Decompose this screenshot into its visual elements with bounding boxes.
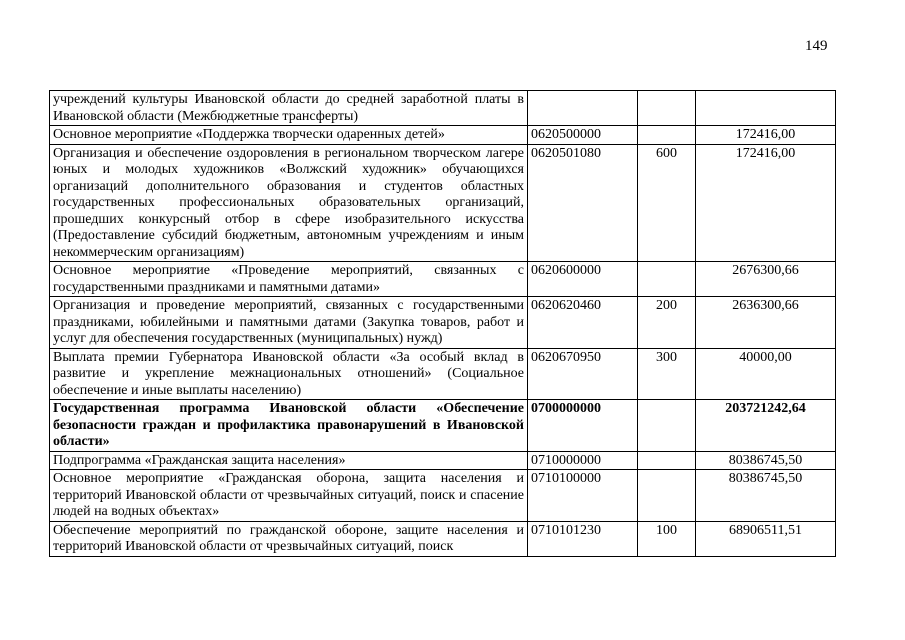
row-code-cell: 0620670950: [528, 348, 638, 400]
row-name-cell: Организация и проведение мероприятий, связанных с государственными праздниками, юбилейными и памятными датами (Закупка товаров, работ и услуг для обеспечения государственных (муниципальных) нужд): [50, 297, 528, 349]
table-row: [50, 91, 836, 126]
table-row: [50, 470, 836, 522]
table-row: [50, 144, 836, 262]
row-sum-cell: 68906511,51: [696, 521, 836, 556]
table-row: [50, 297, 836, 349]
row-expense-type-cell: [638, 262, 696, 297]
row-sum-cell: [696, 91, 836, 126]
row-sum-cell: 203721242,64: [696, 400, 836, 452]
row-sum-cell: 2676300,66: [696, 262, 836, 297]
row-expense-type-cell: 600: [638, 144, 696, 262]
row-code-cell: 0620620460: [528, 297, 638, 349]
table-row: [50, 262, 836, 297]
table-row: [50, 451, 836, 470]
row-code-cell: 0700000000: [528, 400, 638, 452]
row-expense-type-cell: [638, 400, 696, 452]
row-expense-type-cell: [638, 451, 696, 470]
row-code-cell: 0620500000: [528, 126, 638, 145]
row-name-cell: Основное мероприятие «Поддержка творчески одаренных детей»: [50, 126, 528, 145]
row-expense-type-cell: [638, 126, 696, 145]
row-sum-cell: 172416,00: [696, 126, 836, 145]
row-name-cell: Выплата премии Губернатора Ивановской области «За особый вклад в развитие и укрепление межнациональных отношений» (Социальное обеспечение и иные выплаты населению): [50, 348, 528, 400]
row-name-cell: Основное мероприятие «Проведение мероприятий, связанных с государственными праздниками и памятными датами»: [50, 262, 528, 297]
row-name-cell: учреждений культуры Ивановской области до средней заработной платы в Ивановской области (Межбюджетные трансферты): [50, 91, 528, 126]
row-expense-type-cell: 300: [638, 348, 696, 400]
row-name-cell: Обеспечение мероприятий по гражданской обороне, защите населения и территорий Ивановской области от чрезвычайных ситуаций, поиск: [50, 521, 528, 556]
row-name-cell: Подпрограмма «Гражданская защита населения»: [50, 451, 528, 470]
row-sum-cell: 80386745,50: [696, 451, 836, 470]
row-name-cell: Государственная программа Ивановской области «Обеспечение безопасности граждан и профилактика правонарушений в Ивановской области»: [50, 400, 528, 452]
row-expense-type-cell: 200: [638, 297, 696, 349]
table-row-program-heading: [50, 400, 836, 452]
table-row: [50, 521, 836, 556]
row-expense-type-cell: [638, 91, 696, 126]
row-code-cell: 0710000000: [528, 451, 638, 470]
row-expense-type-cell: [638, 470, 696, 522]
row-sum-cell: 80386745,50: [696, 470, 836, 522]
row-code-cell: 0620501080: [528, 144, 638, 262]
row-sum-cell: 2636300,66: [696, 297, 836, 349]
row-name-cell: Организация и обеспечение оздоровления в региональном творческом лагере юных и молодых художников «Волжский художник» обучающихся организаций дополнительного образования и студентов областных государственных профессиональных образовательных организаций, прошедших конкурсный отбор в сфере изобразительного искусства (Предоставление субсидий бюджетным, автономным учреждениям и иным некоммерческим организациям): [50, 144, 528, 262]
row-expense-type-cell: 100: [638, 521, 696, 556]
row-name-cell: Основное мероприятие «Гражданская оборона, защита населения и территорий Ивановской области от чрезвычайных ситуаций, поиск и спасение людей на водных объектах»: [50, 470, 528, 522]
table-row: [50, 348, 836, 400]
row-code-cell: [528, 91, 638, 126]
budget-table: [49, 90, 836, 557]
budget-table-body: [50, 91, 836, 557]
row-code-cell: 0620600000: [528, 262, 638, 297]
table-row: [50, 126, 836, 145]
row-sum-cell: 40000,00: [696, 348, 836, 400]
row-code-cell: 0710101230: [528, 521, 638, 556]
row-sum-cell: 172416,00: [696, 144, 836, 262]
page-number: 149: [805, 38, 828, 54]
row-code-cell: 0710100000: [528, 470, 638, 522]
